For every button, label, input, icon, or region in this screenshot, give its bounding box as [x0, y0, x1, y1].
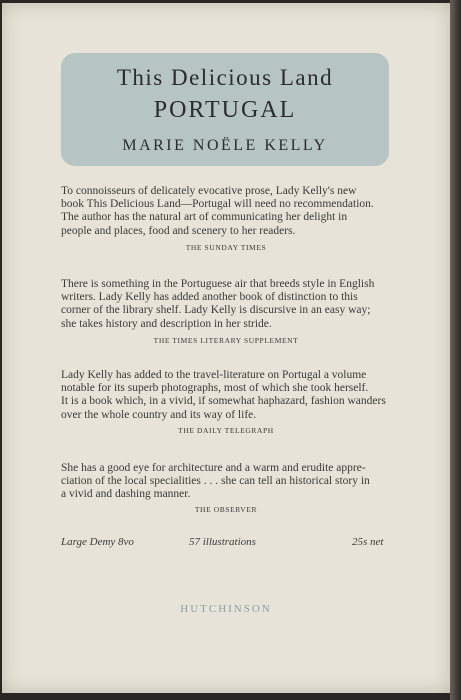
- jacket-edge: [450, 0, 461, 700]
- review-line: The author has the natural art of communicating her delight in: [61, 211, 348, 224]
- book-price: 25s net: [352, 536, 384, 548]
- book-jacket-back: [2, 3, 452, 693]
- book-title: This Delicious Land: [116, 65, 334, 90]
- review-line: corner of the library shelf. Lady Kelly is discursive in an easy way;: [61, 304, 371, 317]
- review-line: over the whole country and its way of life.: [61, 408, 257, 421]
- review-line: book This Delicious Land—Portugal will need no recommendation.: [61, 198, 374, 211]
- book-format: Large Demy 8vo: [61, 536, 134, 548]
- review-line: notable for its superb photographs, most of which she took herself.: [61, 382, 369, 395]
- book-subtitle: PORTUGAL: [153, 97, 297, 123]
- title-panel: [61, 53, 389, 166]
- review-tls: [61, 278, 391, 331]
- review-line: To connoisseurs of delicately evocative prose, Lady Kelly's new: [61, 185, 357, 197]
- review-source: THE TIMES LITERARY SUPPLEMENT: [153, 336, 299, 345]
- illustration-count: 57 illustrations: [189, 536, 256, 548]
- review-line: writers. Lady Kelly has added another book of distinction to this: [61, 291, 358, 304]
- review-source: THE OBSERVER: [194, 505, 258, 514]
- review-sunday-times: [61, 185, 391, 238]
- review-line: ciation of the local specialities . . . she can tell an historical story in: [61, 475, 370, 488]
- review-source: THE SUNDAY TIMES: [185, 243, 267, 252]
- publisher-name: HUTCHINSON: [180, 603, 272, 615]
- review-line: Lady Kelly has added to the travel-literature on Portugal a volume: [61, 369, 367, 381]
- author-name: MARIE NOËLE KELLY: [122, 137, 328, 154]
- review-line: a vivid and dashing manner.: [61, 488, 191, 501]
- review-line: It is a book which, in a vivid, if somewhat haphazard, fashion wanders: [61, 395, 386, 408]
- review-observer: [61, 462, 391, 502]
- review-line: people and places, food and scenery to her readers.: [61, 224, 296, 237]
- review-line: There is something in the Portuguese air that breeds style in English: [61, 278, 375, 290]
- review-line: She has a good eye for architecture and a warm and erudite appre-: [61, 462, 366, 474]
- review-daily-telegraph: [61, 369, 391, 422]
- review-line: she takes history and description in her stride.: [61, 317, 272, 330]
- review-source: THE DAILY TELEGRAPH: [178, 426, 274, 435]
